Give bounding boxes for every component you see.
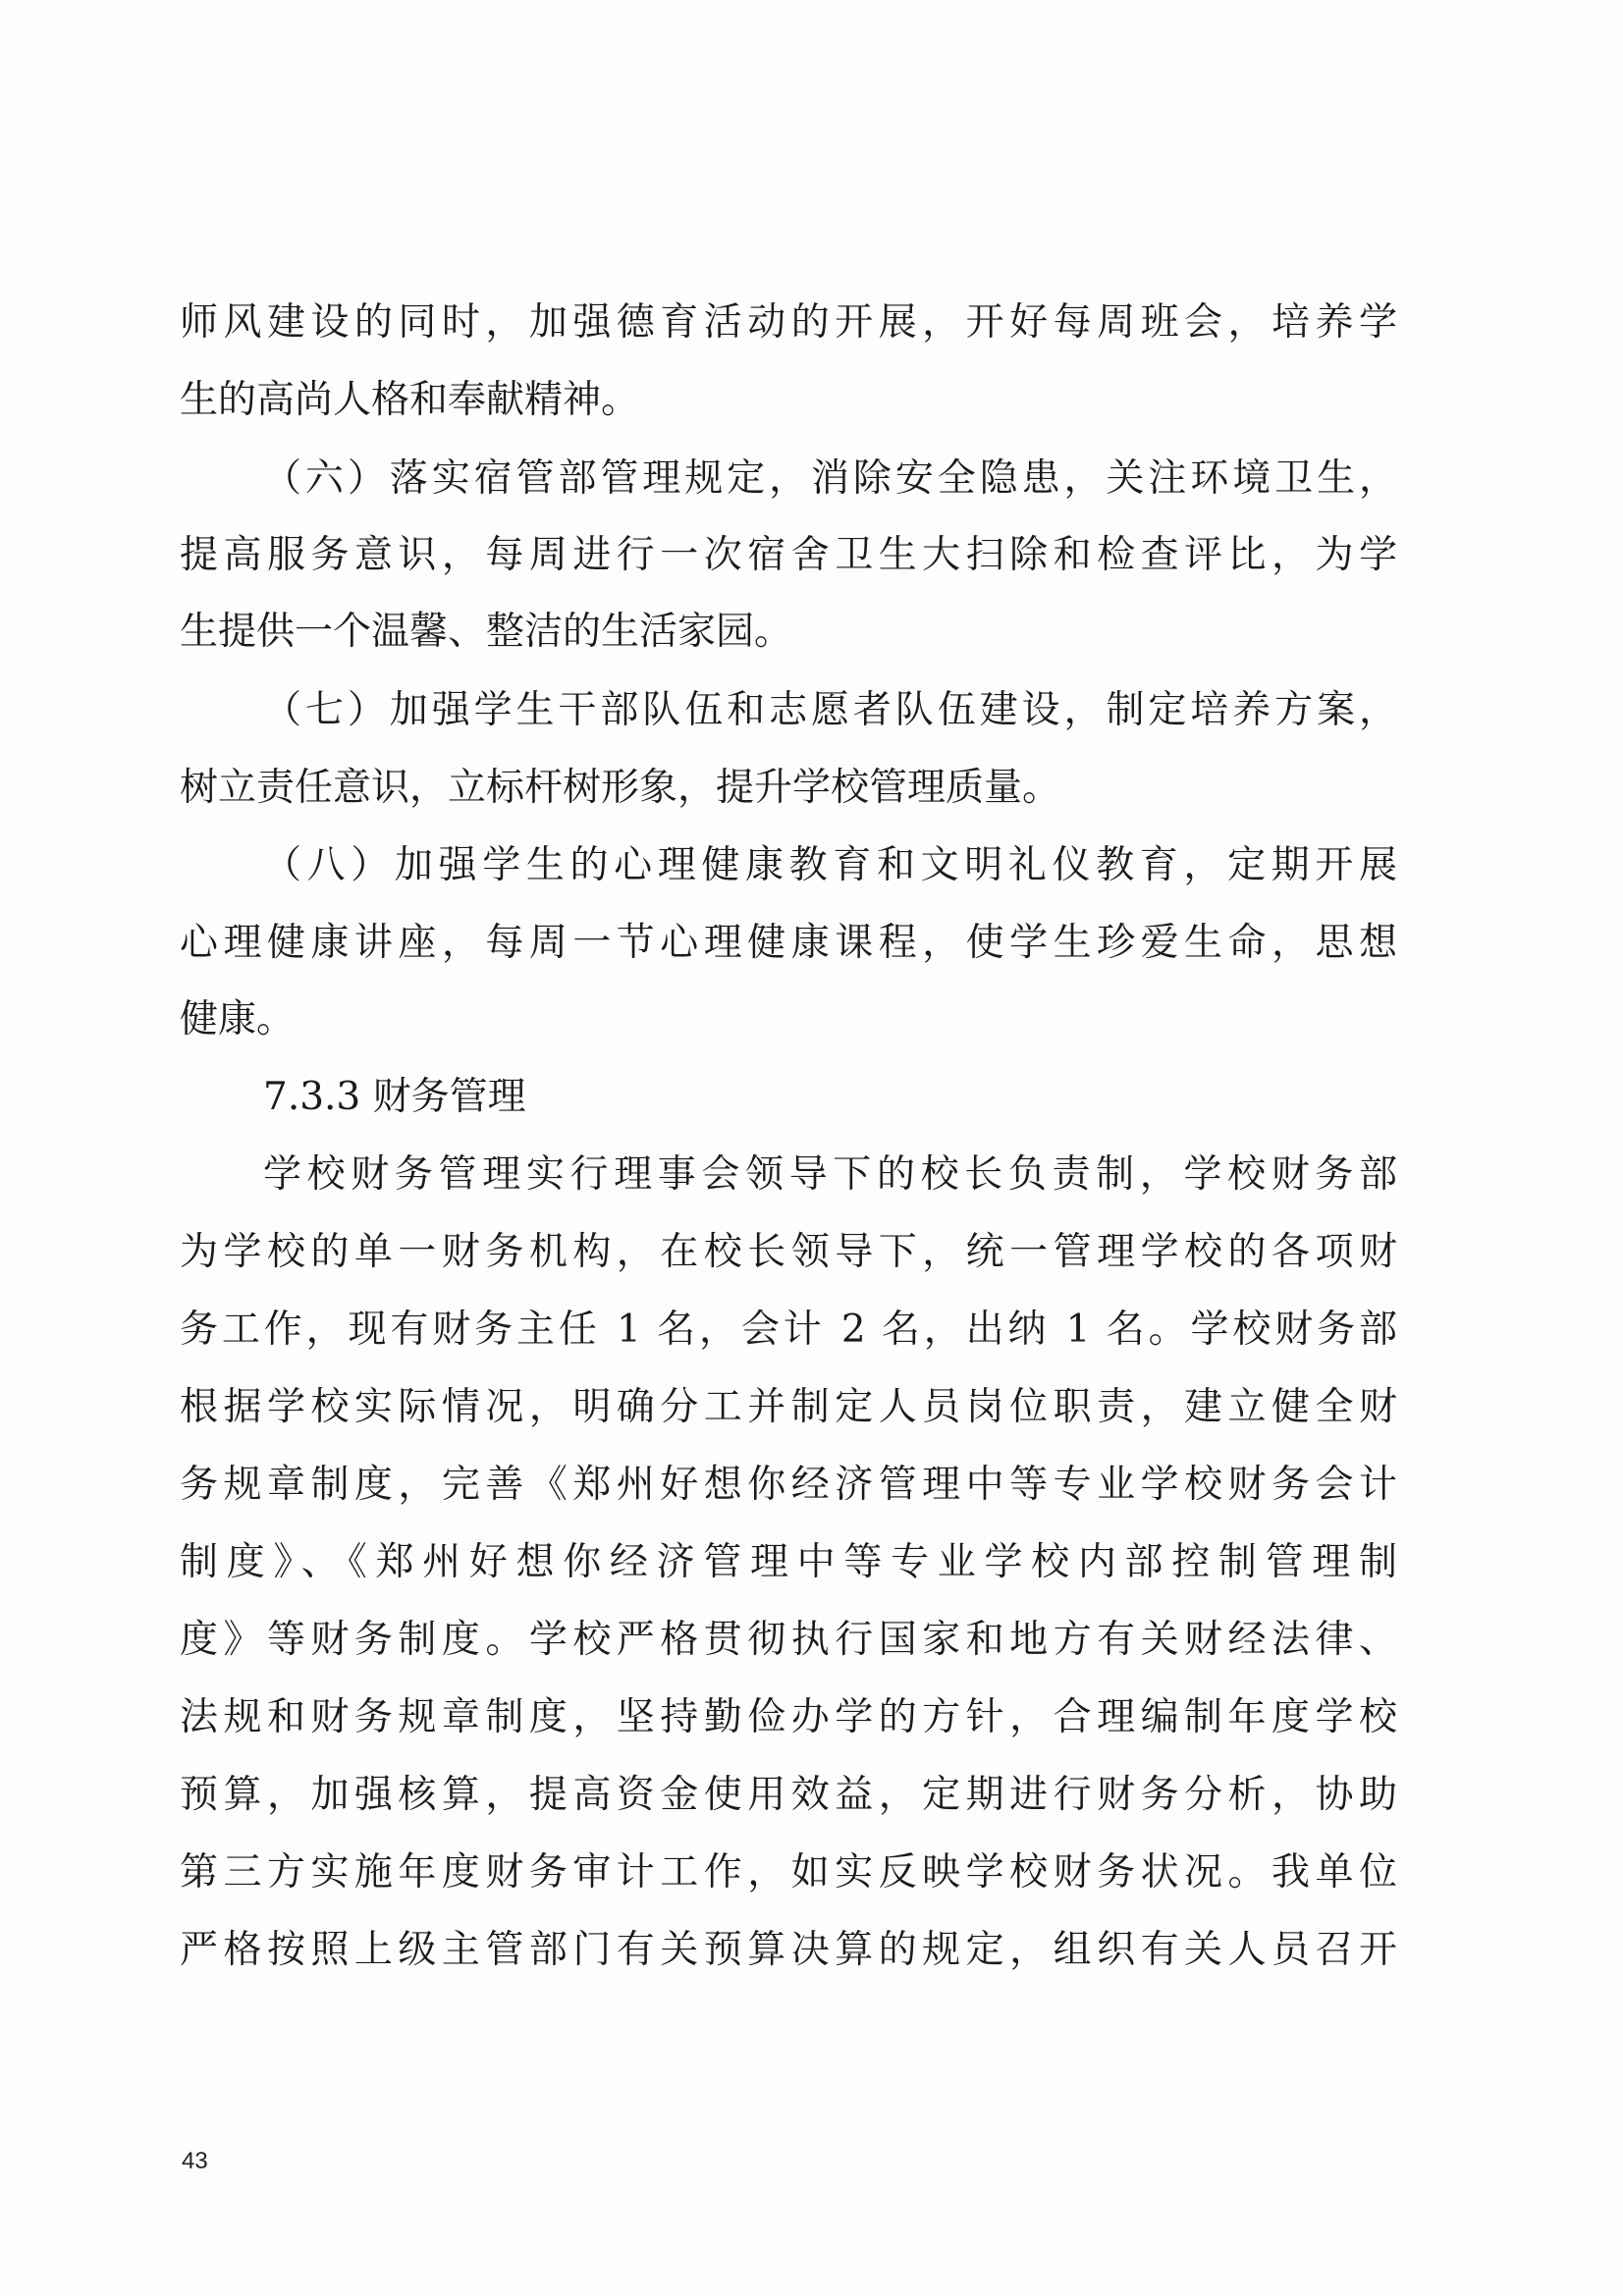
text-line: 法规和财务规章制度，坚持勤俭办学的方针，合理编制年度学校 bbox=[180, 1695, 1397, 1739]
text-line: 第三方实施年度财务审计工作，如实反映学校财务状况。我单位 bbox=[180, 1850, 1397, 1895]
text-line: （八）加强学生的心理健康教育和文明礼仪教育，定期开展 bbox=[263, 843, 1397, 887]
text-line: 度》等财务制度。学校严格贯彻执行国家和地方有关财经法律、 bbox=[180, 1618, 1397, 1662]
text-line: （六）落实宿管部管理规定，消除安全隐患，关注环境卫生， bbox=[263, 456, 1397, 501]
text-line: 生的高尚人格和奉献精神。 bbox=[180, 378, 640, 422]
section-heading: 7.3.3 财务管理 bbox=[263, 1075, 526, 1119]
text-line: 树立责任意识，立标杆树形象，提升学校管理质量。 bbox=[180, 766, 1061, 810]
text-line: 师风建设的同时，加强德育活动的开展，开好每周班会，培养学 bbox=[180, 300, 1397, 345]
text-line: 根据学校实际情况，明确分工并制定人员岗位职责，建立健全财 bbox=[180, 1385, 1397, 1429]
text-line: 心理健康讲座，每周一节心理健康课程，使学生珍爱生命，思想 bbox=[180, 921, 1397, 965]
text-line: 严格按照上级主管部门有关预算决算的规定，组织有关人员召开 bbox=[180, 1928, 1397, 1972]
text-line: 制度》、《郑州好想你经济管理中等专业学校内部控制管理制 bbox=[180, 1540, 1397, 1584]
page-number: 43 bbox=[182, 2148, 208, 2174]
text-line: 为学校的单一财务机构，在校长领导下，统一管理学校的各项财 bbox=[180, 1230, 1397, 1274]
text-line: 提高服务意识，每周进行一次宿舍卫生大扫除和检查评比，为学 bbox=[180, 533, 1397, 577]
text-line: 生提供一个温馨、整洁的生活家园。 bbox=[180, 610, 793, 654]
text-line: （七）加强学生干部队伍和志愿者队伍建设，制定培养方案， bbox=[263, 688, 1397, 732]
text-line: 务工作，现有财务主任 1 名，会计 2 名，出纳 1 名。学校财务部 bbox=[180, 1308, 1397, 1352]
text-line: 务规章制度，完善《郑州好想你经济管理中等专业学校财务会计 bbox=[180, 1463, 1397, 1507]
text-line: 健康。 bbox=[180, 997, 296, 1041]
text-line: 学校财务管理实行理事会领导下的校长负责制，学校财务部 bbox=[263, 1152, 1397, 1197]
text-line: 预算，加强核算，提高资金使用效益，定期进行财务分析，协助 bbox=[180, 1773, 1397, 1817]
